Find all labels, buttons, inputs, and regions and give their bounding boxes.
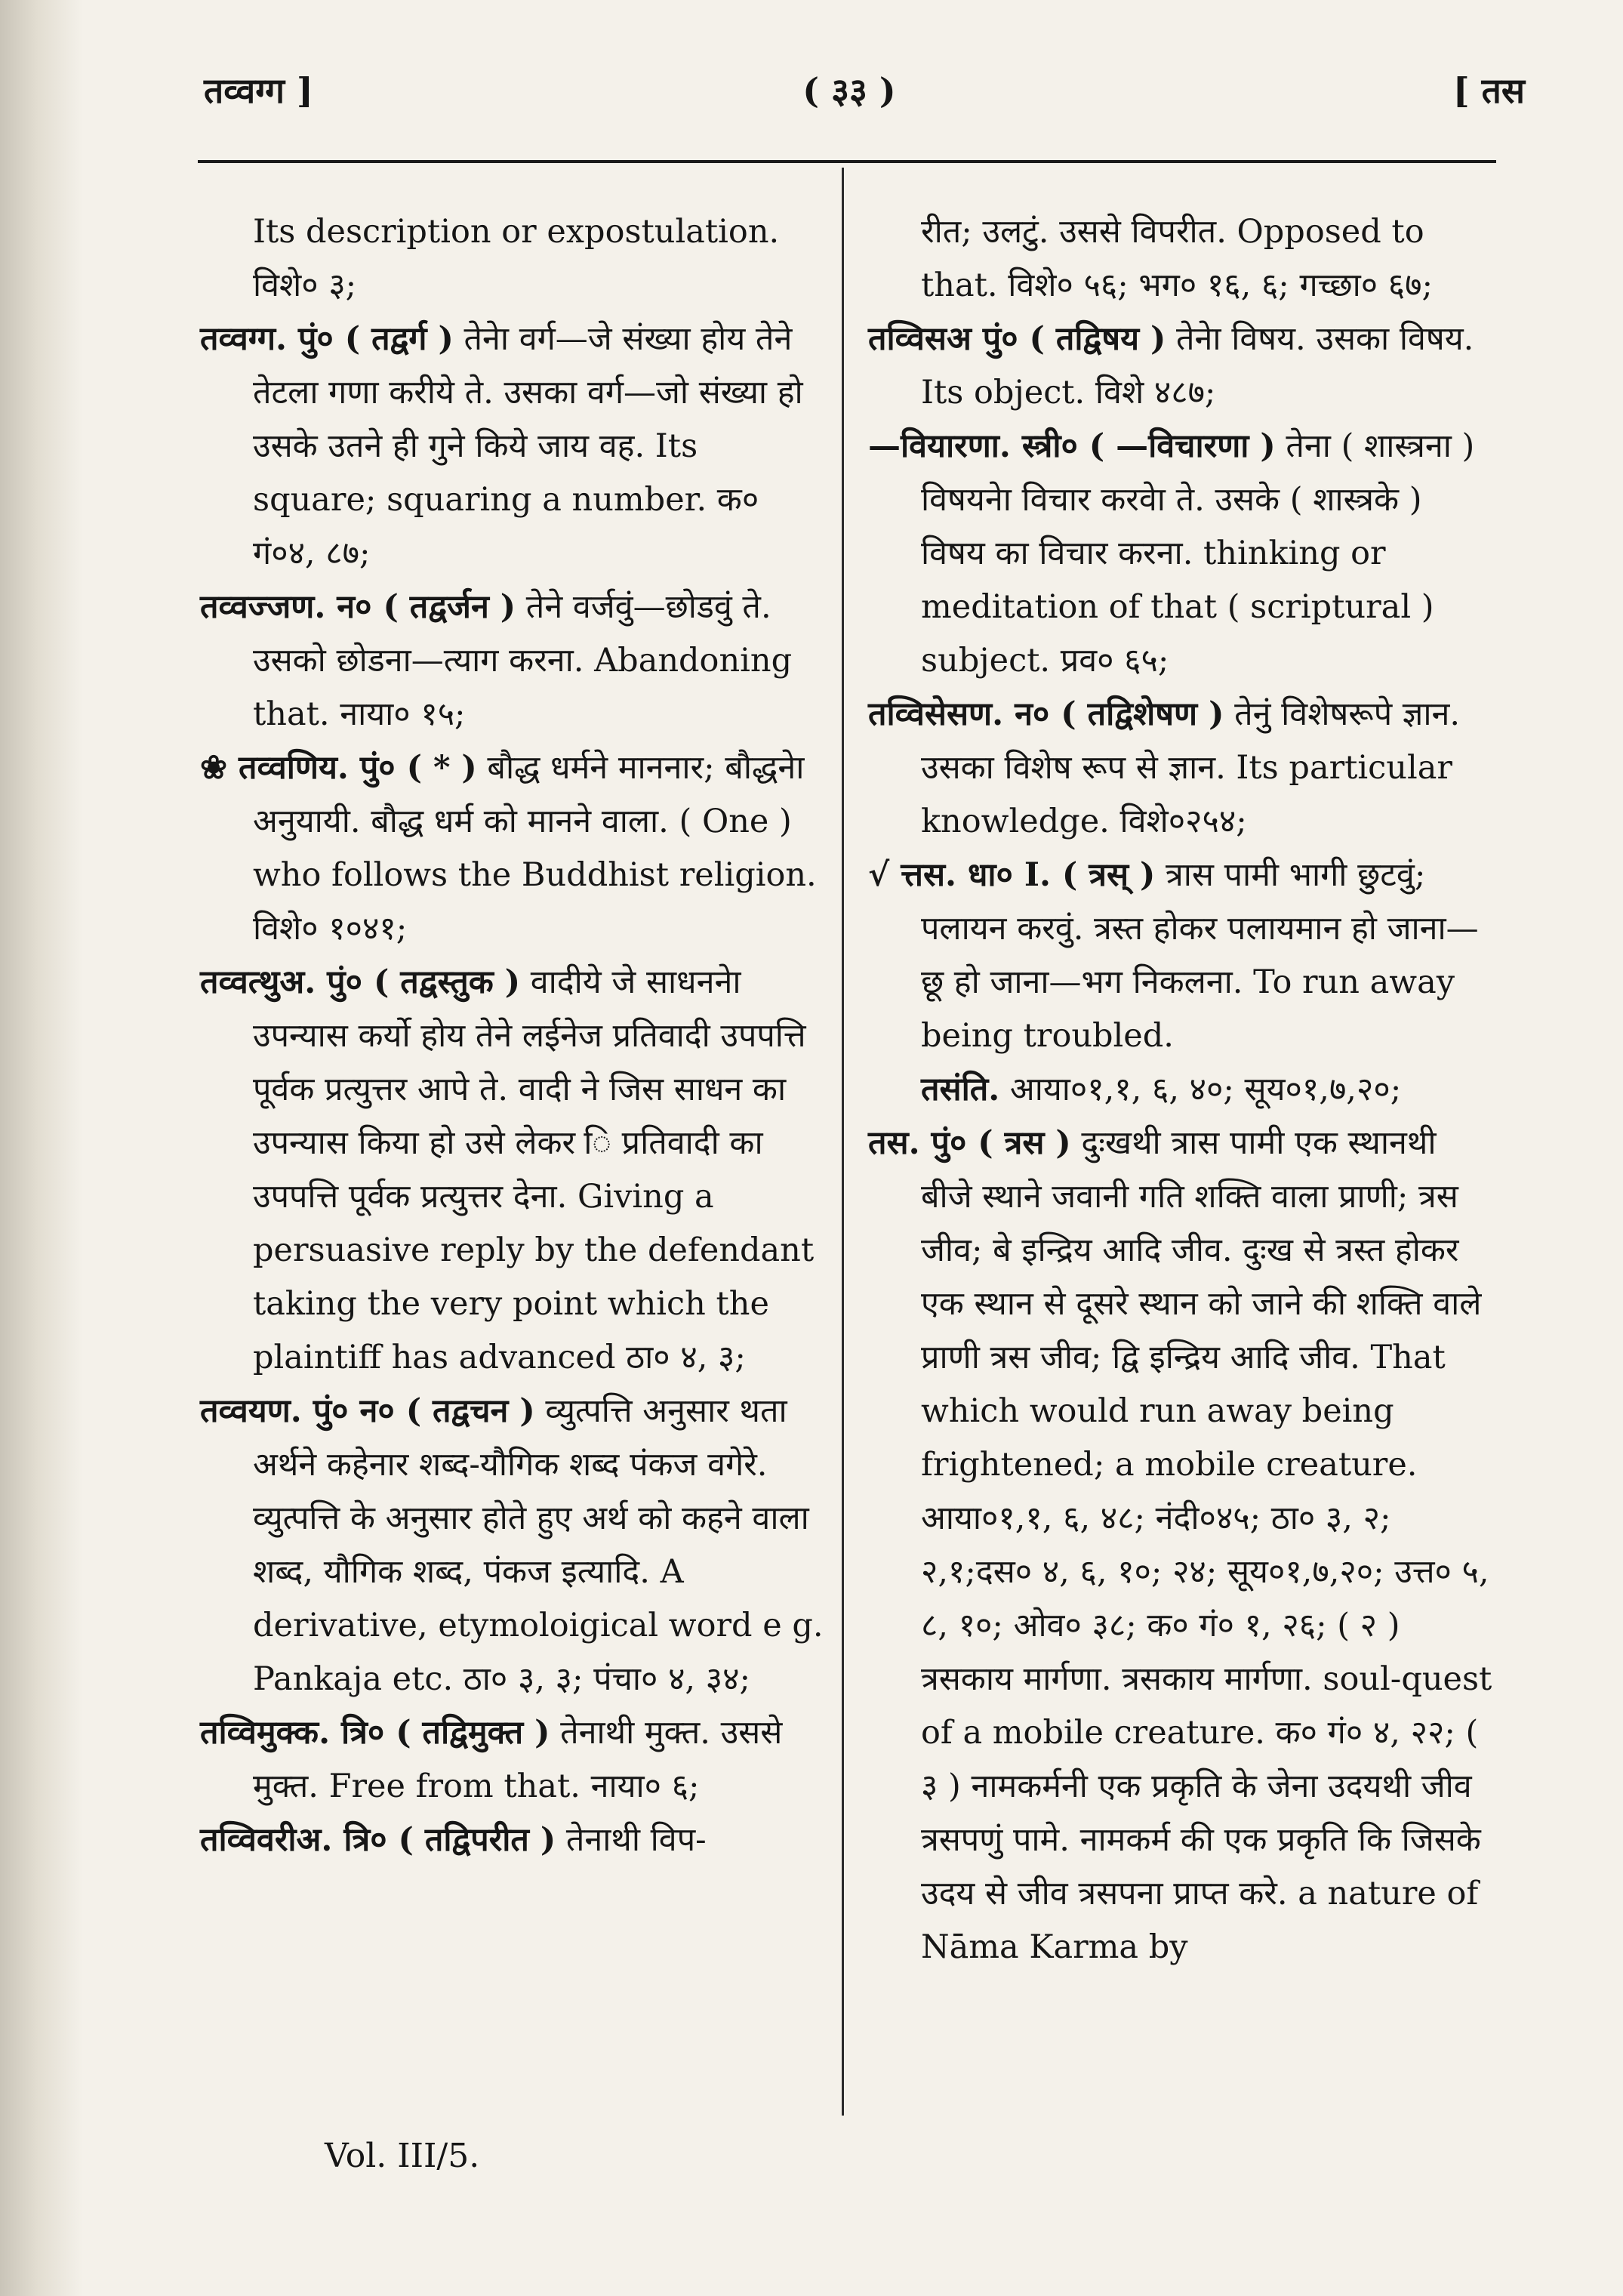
- entry-text: आया०१,१, ६, ४०; सूय०१,७,२०;: [999, 1071, 1402, 1108]
- page-binding-edge: [0, 0, 83, 2296]
- entry-headword: तव्वज्जण. न० ( तद्वर्जन ): [200, 588, 516, 626]
- entry-text: तेने वर्जवुं—छोडवुं ते. उसको छोडना—त्याग करना. Abandoning that. नाया० १५;: [253, 588, 793, 733]
- dictionary-subentry: [868, 420, 1495, 688]
- entry-headword: तसंति.: [921, 1071, 1000, 1108]
- dictionary-entry: [868, 688, 1495, 849]
- header-left-guide-word: तव्वग्ग ]: [204, 70, 313, 111]
- entry-text: रीत; उलटुं. उससे विपरीत. Opposed to that. विशे० ५६; भग० १६, ६; गच्छा० ६७;: [921, 213, 1434, 304]
- dictionary-entry: [868, 313, 1495, 420]
- entry-headword: तव्वयण. पुं० न० ( तद्वचन ): [200, 1392, 535, 1430]
- entry-text: दुःखथी त्रास पामी एक स्थानथी बीजे स्थाने जवानी गति शक्ति वाला प्राणी; त्रस जीव; बे इन्द्रिय आदि जीव. दुःख से त्रस्त होकर एक स्थान से दूसरे स्थान को जाने की शक्ति वाले प्राणी त्रस जीव; द्वि इन्द्रिय आदि जीव. That which would run away being frightened; a mobile creature. आया०१,१, ६, ४८; नंदी०४५; ठा० ३, २; २,१;दस० ४, ६, १०; २४; सूय०१,७,२०; उत्त० ५, ८, १०; ओव० ३८; क० गं० १, २६; ( २ ) त्रसकाय मार्गणा. त्रसकाय मार्गणा. soul-quest of a mobile creature. क० गं० ४, २२; ( ३ ) नामकर्मनी एक प्रकृति के जेना उदयथी जीव त्रसपणुं पामे. नामकर्म की एक प्रकृति कि जिसके उदय से जीव त्रसपना प्राप्त करे. a nature of Nāma Karma by: [921, 1124, 1492, 1966]
- entry-headword: तव्विवरीअ. त्रि० ( तद्विपरीत ): [200, 1821, 556, 1859]
- entry-headword: तव्विमुक्क. त्रि० ( तद्विमुक्त ): [200, 1714, 550, 1752]
- entry-headword: —वियारणा. स्त्री० ( —विचारणा ): [868, 427, 1276, 465]
- right-column: [868, 205, 1495, 1974]
- dictionary-entry-continuation: [868, 205, 1495, 313]
- header-right-guide-word: [ तस: [1452, 70, 1525, 111]
- column-divider: [842, 168, 844, 2116]
- dictionary-entry: [200, 741, 827, 956]
- entry-headword: √ त्तस. धा० I. ( त्रस् ): [868, 856, 1156, 894]
- entry-text: व्युत्पत्ति अनुसार थता अर्थने कहेनार शब्द-यौगिक शब्द पंकज वगेरे. व्युत्पत्ति के अनुसार होते हुए अर्थ को कहने वाला शब्द, यौगिक शब्द, पंकज इत्यादि. A derivative, etymoloigical word e g. Pankaja etc. ठा० ३, ३; पंचा० ४, ३४;: [253, 1392, 824, 1698]
- dictionary-entry: [200, 581, 827, 741]
- dictionary-entry: [200, 1706, 827, 1814]
- dictionary-entry: [200, 313, 827, 581]
- dictionary-inflection: [868, 1063, 1495, 1117]
- entry-text: वादीये जे साधननेा उपन्यास कर्यो होय तेने लईनेज प्रतिवादी उपपत्ति पूर्वक प्रत्युत्तर आपे ते. वादी ने जिस साधन का उपन्यास किया हो उसे लेकर ि प्रतिवादी का उपपत्ति पूर्वक प्रत्युत्तर देना. Giving a persuasive reply by the defendant taking the very point which the plaintiff has advanced ठा० ४, ३;: [253, 963, 815, 1376]
- dictionary-entry-continuation: [200, 205, 827, 313]
- entry-text: तेनाथी विप-: [556, 1821, 707, 1859]
- entry-text: तेनुं विशेषरूपे ज्ञान. उसका विशेष रूप से ज्ञान. Its particular knowledge. विशे०२५४;: [921, 695, 1461, 840]
- page-number: ( ३३ ): [802, 70, 896, 111]
- entry-text: तेना ( शास्त्रना ) विषयनेा विचार करवेा ते. उसके ( शास्त्रके ) विषय का विचार करना. thinking or meditation of that ( scriptural ) subject. प्रव० ६५;: [921, 427, 1475, 680]
- dictionary-entry: [200, 1814, 827, 1867]
- entry-headword: तव्विसेसण. न० ( तद्विशेषण ): [868, 695, 1224, 733]
- left-column: [200, 205, 827, 1867]
- dictionary-entry: [868, 849, 1495, 1063]
- entry-text: तेनेा विषय. उसका विषय. Its object. विशे ४८७;: [921, 320, 1474, 411]
- entry-text: त्रास पामी भागी छुटवुं; पलायन करवुं. त्रस्त होकर पलायमान हो जाना—छू हो जाना—भग निकलना. To run away being troubled.: [921, 856, 1479, 1055]
- entry-text: तेनाथी मुक्त. उससे मुक्त. Free from that. नाया० ६;: [253, 1714, 783, 1805]
- dictionary-entry: [200, 1385, 827, 1706]
- entry-headword: तस. पुं० ( त्रस ): [868, 1124, 1071, 1162]
- entry-headword: तव्वग्ग. पुं० ( तद्वर्ग ): [200, 320, 454, 358]
- header-rule: [198, 160, 1496, 163]
- entry-text: Its description or expostulation. विशे० ३;: [253, 213, 780, 304]
- volume-footer: Vol. III/5.: [325, 2137, 480, 2175]
- dictionary-entry: [200, 956, 827, 1385]
- entry-headword: तव्वत्थुअ. पुं० ( तद्वस्तुक ): [200, 963, 521, 1001]
- entry-headword: ❀ तव्वणिय. पुं० ( * ): [200, 749, 477, 787]
- dictionary-entry: [868, 1117, 1495, 1974]
- entry-text: तेनेा वर्ग—जे संख्या होय तेने तेटला गणा करीये ते. उसका वर्ग—जो संख्या हो उसके उतने ही गुने किये जाय वह. Its square; squaring a number. क० गं०४, ८७;: [253, 320, 803, 572]
- entry-headword: तव्विसअ पुं० ( तद्विषय ): [868, 320, 1166, 358]
- entry-text: बौद्ध धर्मने माननार; बौद्धनेा अनुयायी. बौद्ध धर्म को मानने वाला. ( One ) who follows the Buddhist religion. विशे० १०४१;: [253, 749, 817, 948]
